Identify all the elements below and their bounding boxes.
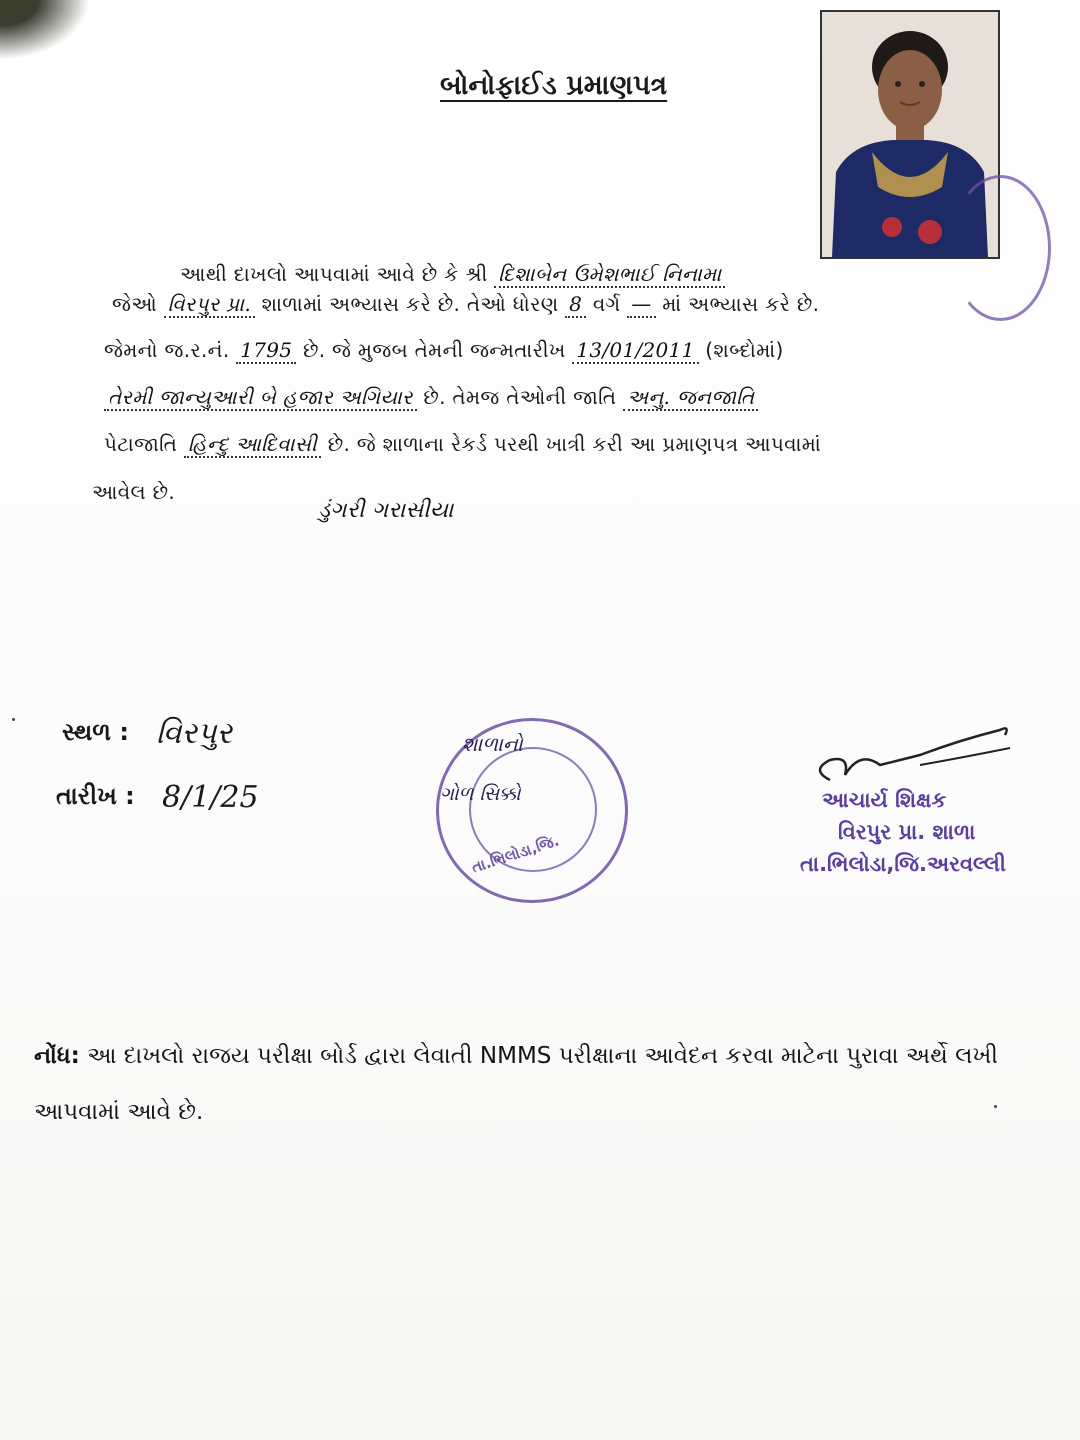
page-shadow [0, 0, 90, 60]
standard-field: 8 [565, 292, 586, 318]
caste-field: અનુ. જનજાતિ [623, 385, 758, 411]
body-line-3 [104, 338, 784, 362]
body-line-5 [104, 432, 821, 456]
paper-speck [994, 1105, 997, 1108]
line3-suffix: (શબ્દોમાં) [705, 338, 784, 362]
stamp-line-principal: આચાર્ય શિક્ષક [822, 788, 947, 812]
date-value: 8/1/25 [162, 780, 259, 815]
line2-mid: શાળામાં અભ્યાસ કરે છે. તેઓ ધોરણ [261, 292, 559, 316]
line3-prefix: જેમનો જ.ર.નં. [104, 338, 230, 362]
date-label: તારીખ : [56, 782, 135, 810]
note-label: નોંધ: [34, 1043, 80, 1069]
seal-bottom-text: તા.ભિલોડા,જિ. [469, 831, 562, 877]
line4-mid: છે. તેમજ તેઓની જાતિ [423, 385, 617, 409]
birth-date-words-field: તેરમી જાન્યુઆરી બે હજાર અગિયાર [104, 385, 417, 411]
principal-signature [800, 710, 1020, 800]
place-label: સ્થળ : [62, 718, 129, 746]
line6-prefix: આવેલ છે. [92, 480, 175, 504]
body-line-1 [180, 262, 725, 286]
school-name-field: વિરપુર પ્રા. [164, 292, 255, 318]
student-name-field: દિશાબેન ઉમેશભાઈ નિનામા [494, 262, 725, 288]
place-value: વિરપુર [156, 716, 232, 751]
line1-prefix: આથી દાખલો આપવામાં આવે છે કે શ્રી [180, 262, 488, 286]
seal-mid-text: ગોળ સિક્કો [440, 783, 521, 805]
body-line-2 [112, 292, 819, 316]
seal-top-text: શાળાનો [462, 732, 523, 756]
paper-speck [12, 718, 15, 721]
division-field: — [627, 292, 655, 318]
photo-stamp-mark [950, 175, 1051, 321]
certificate-title: બોનોફાઈડ પ્રમાણપત્ર [440, 70, 668, 101]
line5-suffix: છે. જે શાળાના રેકર્ડ પરથી ખાત્રી કરી આ પ્રમાણપત્ર આપવામાં [327, 432, 822, 456]
line3-mid: છે. જે મુજબ તેમની જન્મતારીખ [302, 338, 566, 362]
class-label: વર્ગ [592, 292, 621, 316]
body-line-4 [104, 385, 758, 409]
body-line-6 [92, 480, 175, 504]
note-paragraph [34, 1028, 1034, 1140]
handwritten-note: ડુંગરી ગરાસીયા [318, 498, 454, 523]
gr-number-field: 1795 [236, 338, 296, 364]
line2-prefix: જેઓ [112, 292, 157, 316]
stamp-line-school: વિરપુર પ્રા. શાળા [838, 820, 976, 844]
stamp-line-address: તા.ભિલોડા,જિ.અરવલ્લી [800, 852, 1006, 876]
birth-date-field: 13/01/2011 [572, 338, 698, 364]
sub-caste-field: હિન્દુ આદિવાસી [184, 432, 321, 458]
line5-prefix: પેટાજાતિ [104, 432, 178, 456]
line2-suffix: માં અભ્યાસ કરે છે. [662, 292, 820, 316]
note-text: આ દાખલો રાજય પરીક્ષા બોર્ડ દ્વારા લેવાતી NMMS પરીક્ષાના આવેદન કરવા માટેના પુરાવા અર્થે લખી આપવામાં આવે છે. [34, 1043, 998, 1125]
